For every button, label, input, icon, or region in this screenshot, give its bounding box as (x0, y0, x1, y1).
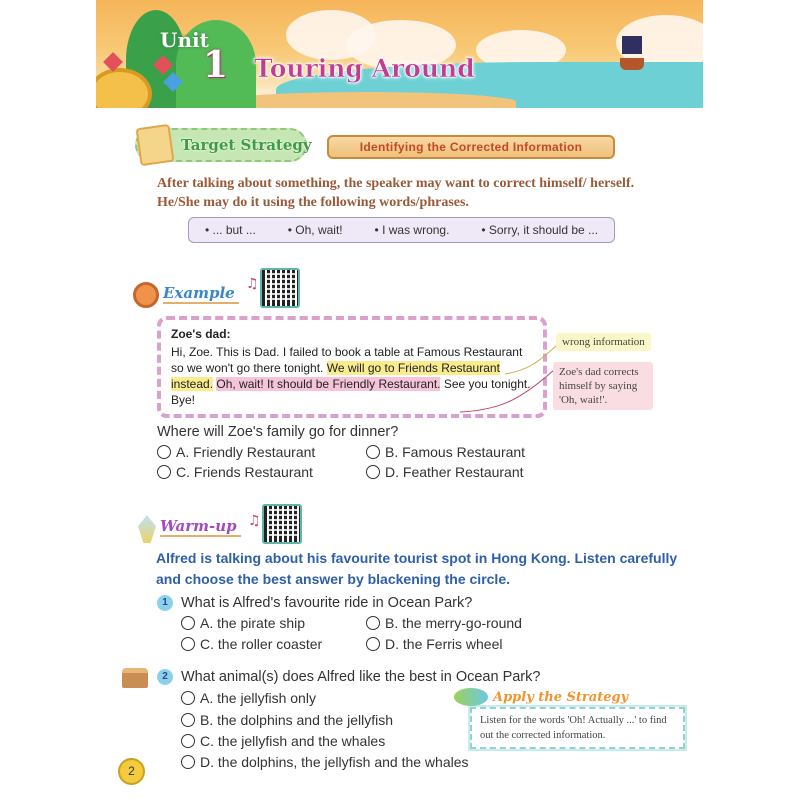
crystal-icon (138, 515, 156, 543)
option-label: A. Friendly Restaurant (176, 444, 316, 460)
warmup-instruction: Alfred is talking about his favourite tourist spot in Hong Kong. Listen carefully and choose the best answer by blackening the circle. (156, 550, 678, 587)
option-label: C. Friends Restaurant (176, 464, 313, 480)
dialogue-text-end: See you tonight. Bye! (171, 377, 531, 407)
q1-option-b[interactable] (366, 615, 522, 631)
radio-circle[interactable] (366, 637, 380, 651)
radio-circle[interactable] (181, 691, 195, 705)
radio-circle[interactable] (181, 616, 195, 630)
option-label: B. the dolphins and the jellyfish (200, 712, 394, 728)
correction-note: Zoe's dad corrects himself by saying 'Oh, wait!'. (553, 362, 653, 410)
phrase-item: • Sorry, it should be ... (481, 223, 598, 237)
apply-strategy-title: Apply the Strategy (493, 690, 629, 705)
q1-option-d[interactable] (366, 636, 502, 652)
q2-option-d[interactable] (181, 754, 469, 770)
wrong-info-highlight: We will go to Friends Restaurant instead. (171, 361, 500, 391)
option-label: B. the merry-go-round (385, 615, 522, 631)
option-a[interactable] (157, 444, 315, 460)
speaker-name: Zoe's dad: (171, 327, 231, 341)
radio-circle[interactable] (366, 616, 380, 630)
strategy-title: Identifying the Corrected Information (327, 135, 615, 159)
q2-option-c[interactable] (181, 733, 385, 749)
callout-lines (460, 340, 560, 430)
map-icon (136, 124, 175, 166)
option-label: A. the pirate ship (200, 615, 306, 631)
question-text: What animal(s) does Alfred like the best in Ocean Park? (181, 669, 541, 685)
example-badge: Example (163, 284, 239, 304)
qr-code-icon[interactable] (262, 504, 302, 544)
apply-strategy-text: Listen for the words 'Oh! Actually ...' to find out the corrected information. (480, 715, 667, 741)
phrase-item: • ... but ... (205, 223, 256, 237)
correction-highlight: Oh, wait! It should be Friendly Restaurant. (216, 377, 441, 391)
phrase-list (188, 217, 615, 243)
compass-badge-icon (133, 282, 159, 308)
phrase-item: • Oh, wait! (288, 223, 343, 237)
radio-circle[interactable] (366, 445, 380, 459)
option-label: C. the roller coaster (200, 636, 323, 652)
q1-option-c[interactable] (181, 636, 322, 652)
unit-number: 1 (203, 44, 229, 86)
option-label: D. Feather Restaurant (385, 464, 524, 480)
question-2 (157, 669, 540, 685)
phrase-item: • I was wrong. (375, 223, 450, 237)
radio-circle[interactable] (157, 445, 171, 459)
q2-option-b[interactable] (181, 712, 393, 728)
strategy-intro: After talking about something, the speaker may want to correct himself/ herself. He/She may do it using the following words/phrases. (157, 176, 635, 210)
radio-circle[interactable] (181, 755, 195, 769)
wrong-info-note: wrong information (556, 333, 651, 351)
q1-option-a[interactable] (181, 615, 305, 631)
music-note-icon: ♫ (246, 276, 259, 292)
music-note-icon: ♫ (248, 513, 261, 529)
option-d[interactable] (366, 464, 524, 480)
option-label: D. the Ferris wheel (385, 636, 503, 652)
page-number: 2 (118, 758, 145, 785)
radio-circle[interactable] (157, 465, 171, 479)
q2-option-a[interactable] (181, 690, 316, 706)
question-number: 1 (157, 595, 173, 611)
option-c[interactable] (157, 464, 313, 480)
target-strategy-label: Target Strategy (181, 136, 312, 154)
pirate-ship-icon (618, 36, 646, 72)
radio-circle[interactable] (181, 734, 195, 748)
gem-icon (454, 688, 488, 706)
unit-title: Touring Around (254, 54, 475, 83)
option-label: A. the jellyfish only (200, 690, 316, 706)
treasure-chest-icon (122, 668, 148, 688)
unit-label: Unit (160, 28, 209, 52)
example-question: Where will Zoe's family go for dinner? (157, 424, 399, 440)
qr-code-icon[interactable] (260, 268, 300, 308)
question-number: 2 (157, 669, 173, 685)
radio-circle[interactable] (181, 637, 195, 651)
dialogue-text: Hi, Zoe. This is Dad. I failed to book a table at Famous Restaurant so we won't go there tonight. (171, 345, 523, 375)
radio-circle[interactable] (366, 465, 380, 479)
apply-strategy-box (470, 707, 685, 749)
radio-circle[interactable] (181, 713, 195, 727)
option-label: B. Famous Restaurant (385, 444, 526, 460)
warmup-badge: Warm-up (160, 517, 241, 537)
question-text: What is Alfred's favourite ride in Ocean Park? (181, 595, 473, 611)
option-label: D. the dolphins, the jellyfish and the whales (200, 754, 469, 770)
option-label: C. the jellyfish and the whales (200, 733, 386, 749)
question-1 (157, 595, 472, 611)
option-b[interactable] (366, 444, 525, 460)
